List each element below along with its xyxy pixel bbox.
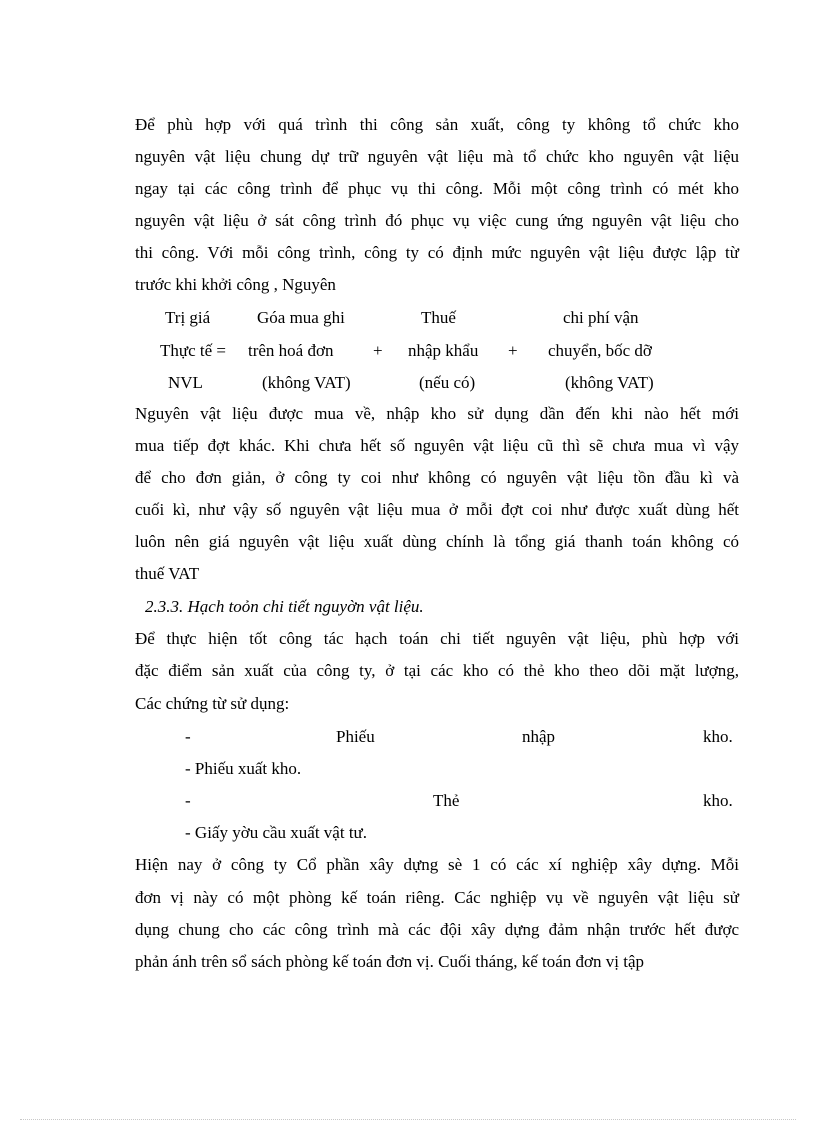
formula-r2-c1: Thực tế = xyxy=(160,341,226,360)
paragraph-2-line-1: Nguyên vật liệu được mua về, nhập kho sử dụng dần đến khi nào hết mới xyxy=(135,404,739,423)
paragraph-2-line-6: thuế VAT xyxy=(135,564,200,583)
paragraph-3-line-3: Các chứng từ sử dụng: xyxy=(135,694,290,713)
paragraph-1-line-3: ngay tại các công trình để phục vụ thi công. Mỗi một công trình có mét kho xyxy=(135,179,739,198)
paragraph-1-line-1: Để phù hợp với quá trình thi công sản xuất, công ty không tổ chức kho xyxy=(135,115,739,134)
formula-r2-c2: trên hoá đơn xyxy=(248,341,334,360)
paragraph-3-line-1: Để thực hiện tốt công tác hạch toán chi tiết nguyên vật liệu, phù hợp với xyxy=(135,629,739,648)
paragraph-4-line-1: Hiện nay ở công ty Cổ phần xây dựng sè 1 có các xí nghiệp xây dựng. Mỗi xyxy=(135,855,739,874)
page-bottom-divider xyxy=(20,1119,796,1120)
list-item-1-dash: - xyxy=(185,727,191,746)
formula-r1-c4: chi phí vận xyxy=(563,308,639,327)
formula-r1-c2: Góa mua ghi xyxy=(257,308,345,327)
formula-r1-c3: Thuế xyxy=(421,308,456,327)
list-item-3-word-1: Thẻ xyxy=(433,791,460,810)
formula-r3-c3: (nếu có) xyxy=(419,373,476,392)
list-item-1-word-3: kho. xyxy=(703,727,733,746)
list-item-3-word-2: kho. xyxy=(703,791,733,810)
paragraph-1-line-2: nguyên vật liệu chung dự trữ nguyên vật liệu mà tổ chức kho nguyên vật liệu xyxy=(135,147,739,166)
formula-r2-plus-1: + xyxy=(373,341,383,360)
list-item-2: - Phiếu xuất kho. xyxy=(185,759,302,778)
paragraph-2-line-5: luôn nên giá nguyên vật liệu xuất dùng chính là tổng giá thanh toán không có xyxy=(135,532,739,551)
paragraph-4-line-3: dụng chung cho các công trình mà các đội xây dựng đảm nhận trước hết được xyxy=(135,920,739,939)
formula-r3-c4: (không VAT) xyxy=(565,373,654,392)
paragraph-1-line-5: thi công. Với mỗi công trình, công ty có định mức nguyên vật liệu được lập từ xyxy=(135,243,739,262)
formula-r3-c1: NVL xyxy=(168,373,203,392)
paragraph-2-line-3: để cho đơn giản, ở công ty coi như không có nguyên vật liệu tồn đầu kì và xyxy=(135,468,739,487)
section-heading: 2.3.3. Hạch toỏn chi tiết nguyờn vật liệu. xyxy=(145,597,424,616)
list-item-1-word-1: Phiếu xyxy=(336,727,375,746)
list-item-4: - Giấy yờu cầu xuất vật tư. xyxy=(185,823,368,842)
paragraph-3-line-2: đặc điểm sản xuất của công ty, ở tại các kho có thẻ kho theo dõi mặt lượng, xyxy=(135,661,739,680)
formula-r3-c2: (không VAT) xyxy=(262,373,351,392)
paragraph-2-line-4: cuối kì, như vậy số nguyên vật liệu mua ở mỗi đợt coi như được xuất dùng hết xyxy=(135,500,739,519)
paragraph-1-line-4: nguyên vật liệu ở sát công trình đó phục vụ việc cung ứng nguyên vật liệu cho xyxy=(135,211,739,230)
formula-r2-plus-2: + xyxy=(508,341,518,360)
formula-r2-c3: nhập khẩu xyxy=(408,341,479,360)
list-item-3-dash: - xyxy=(185,791,191,810)
paragraph-4-line-4: phản ánh trên sổ sách phòng kế toán đơn vị. Cuối tháng, kế toán đơn vị tập xyxy=(135,952,644,971)
formula-r2-c4: chuyển, bốc dỡ xyxy=(548,341,652,360)
list-item-1-word-2: nhập xyxy=(522,727,556,746)
paragraph-1-line-6: trước khi khởi công , Nguyên xyxy=(135,275,336,294)
paragraph-4-line-2: đơn vị này có một phòng kế toán riêng. Các nghiệp vụ về nguyên vật liệu sử xyxy=(135,888,739,907)
paragraph-2-line-2: mua tiếp đợt khác. Khi chưa hết số nguyên vật liệu cũ thì sẽ chưa mua vì vậy xyxy=(135,436,739,455)
formula-r1-c1: Trị giá xyxy=(165,308,211,327)
